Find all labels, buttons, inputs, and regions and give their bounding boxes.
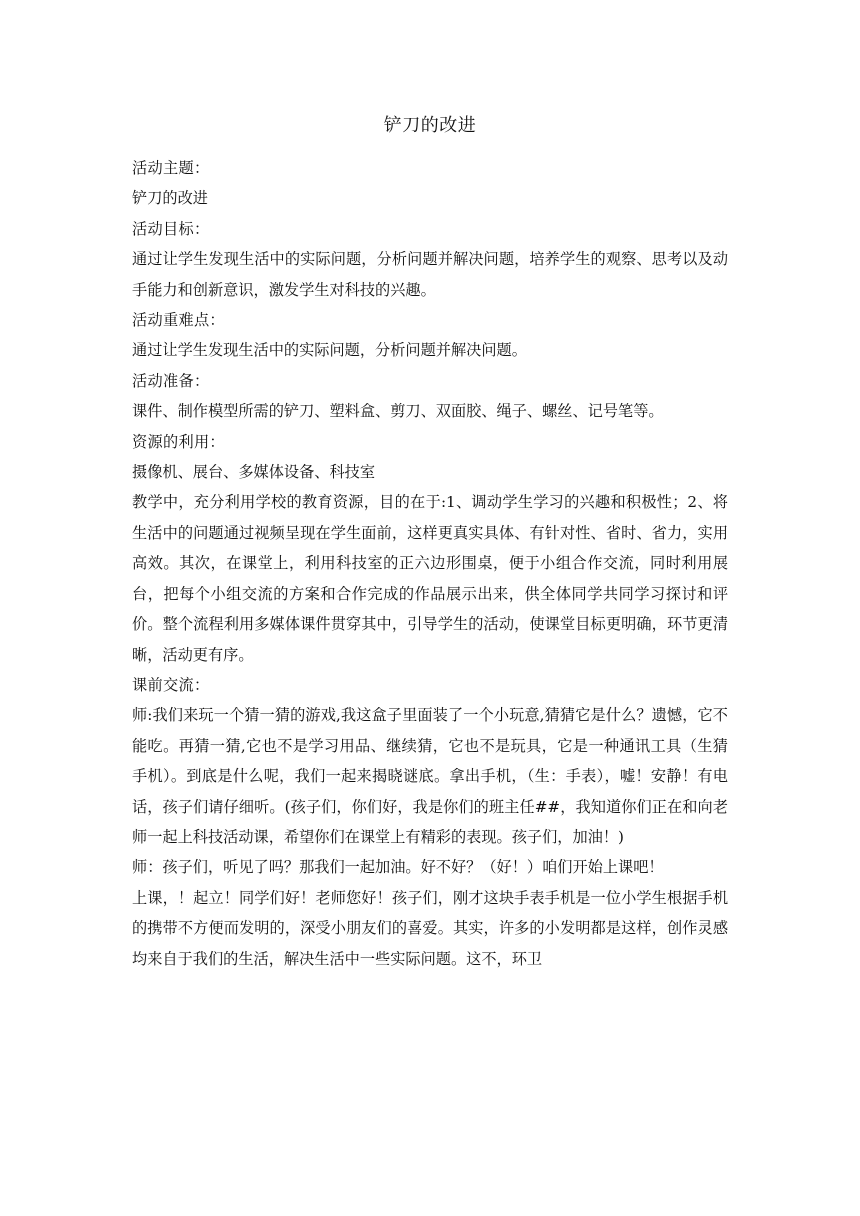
paragraph-key-points: 通过让学生发现生活中的实际问题，分析问题并解决问题。: [132, 341, 527, 360]
section-label-preparation: 活动准备：: [132, 371, 210, 390]
document-title: 铲刀的改进: [383, 115, 477, 136]
paragraph-pre-class-dialogue: 师:我们来玩一个猜一猜的游戏,我这盒子里面装了一个小玩意,猜猜它是什么？遗憾，它不能吃。再猜一猜,它也不是学习用品、继续猜，它也不是玩具，它是一种通讯工具（生猜手机）。到底是什么呢，我们一起来揭晓谜底。拿出手机，（生：手表），嘘！安静！有电话，孩子们请仔细听。(孩子们，你们好，我是你们的班主任##，我知道你们正在和向老师一起上科技活动课，希望你们在课堂上有精彩的表现。孩子们，加油！): [132, 706, 728, 846]
section-label-theme: 活动主题：: [132, 159, 210, 177]
section-label-key-points: 活动重难点：: [132, 311, 225, 330]
section-label-pre-class: 课前交流：: [132, 675, 210, 694]
document-body: [132, 153, 728, 974]
paragraph-theme: 铲刀的改进: [132, 189, 208, 208]
paragraph-preparation: 课件、制作模型所需的铲刀、塑料盒、剪刀、双面胶、绳子、螺丝、记号笔等。: [132, 402, 664, 421]
section-label-resources: 资源的利用：: [132, 432, 225, 451]
paragraph-class-start: 上课，！起立！同学们好！老师您好！孩子们，刚才这块手表手机是一位小学生根据手机的携带不方便而发明的，深受小朋友们的喜爱。其实，许多的小发明都是这样，创作灵感均来自于我们的生活，解决生活中一些实际问题。这不，环卫: [132, 888, 728, 968]
paragraph-teacher-cheer: 师：孩子们，听见了吗？那我们一起加油。好不好？（好！）咱们开始上课吧！: [132, 858, 664, 877]
paragraph-goals: 通过让学生发现生活中的实际问题，分析问题并解决问题，培养学生的观察、思考以及动手能力和创新意识，激发学生对科技的兴趣。: [132, 250, 728, 299]
paragraph-resources-list: 摄像机、展台、多媒体设备、科技室: [132, 463, 375, 482]
paragraph-resources-usage: 教学中，充分利用学校的教育资源，目的在于:1、调动学生学习的兴趣和积极性；2、将生活中的问题通过视频呈现在学生面前，这样更真实具体、有针对性、省时、省力，实用高效。其次，在课堂上，利用科技室的正六边形围桌，便于小组合作交流，同时利用展台，把每个小组交流的方案和合作完成的作品展示出来，供全体同学共同学习探讨和评价。整个流程利用多媒体课件贯穿其中，引导学生的活动，使课堂目标更明确，环节更清晰，活动更有序。: [132, 493, 728, 664]
section-label-goals: 活动目标：: [132, 219, 210, 238]
